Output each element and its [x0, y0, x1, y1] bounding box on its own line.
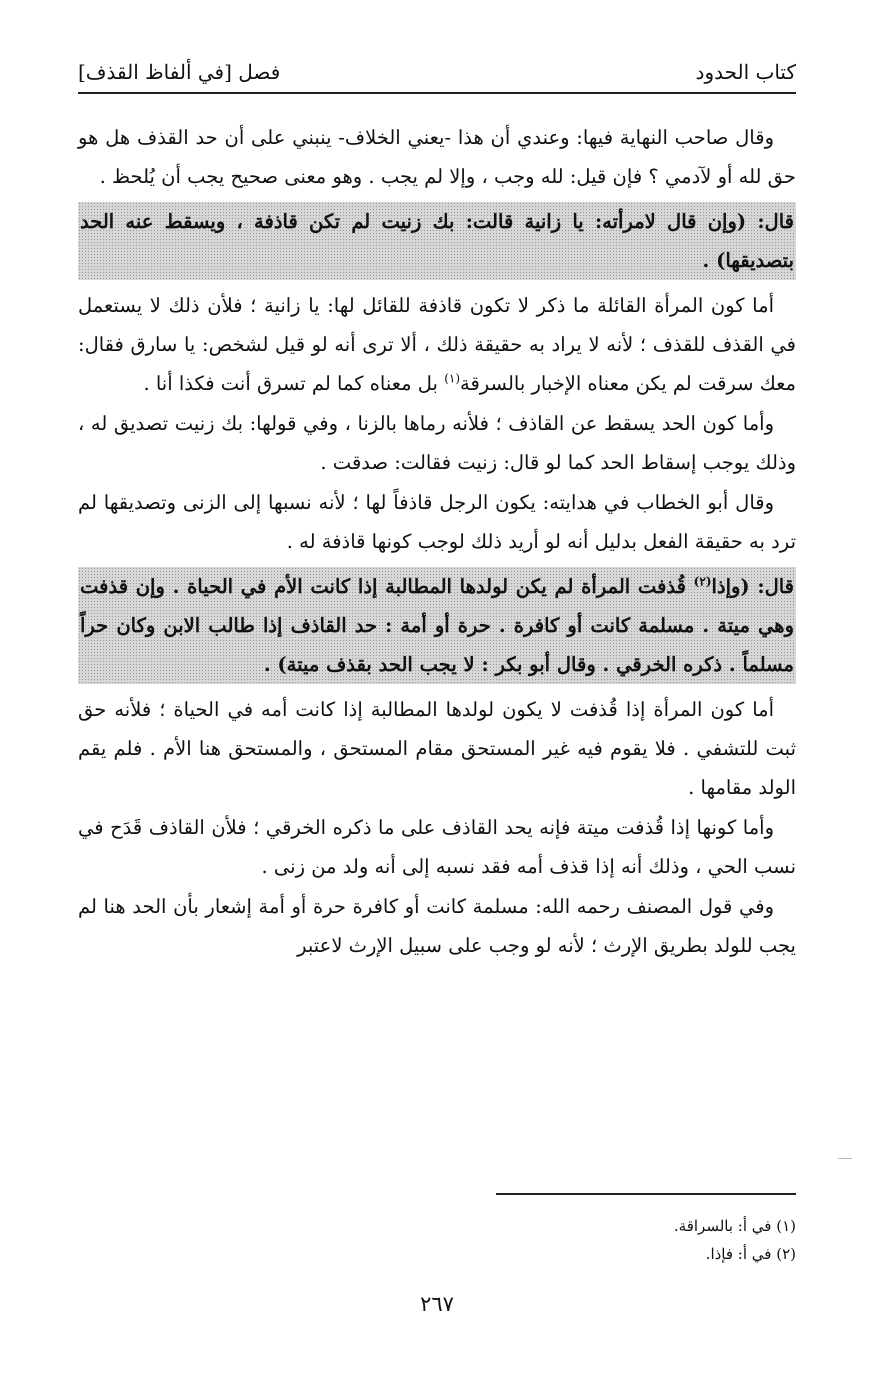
matn-text: قُذفت المرأة لم يكن لولدها المطالبة إذا كانت الأم في الحياة . وإن قذفت وهي ميتة . مسلمة كانت أو كافرة . حرة أو أمة : حد القاذف إذا طالب الابن وكان حراً مسلماً . ذكره الخرقي . وقال أبو بكر : لا يجب الحد بقذف ميتة) . [80, 575, 794, 676]
book-page [78, 0, 796, 1378]
paragraph: وفي قول المصنف رحمه الله: مسلمة كانت أو كافرة حرة أو أمة إشعار بأن الحد هنا لم يجب للولد بطريق الإرث ؛ لأنه لو وجب على سبيل الإرث لاعتبر [78, 895, 796, 957]
footnote-ref: (٢) [693, 574, 712, 589]
matn-passage [78, 567, 796, 684]
footnote-ref: (١) [444, 371, 461, 386]
footnote-divider [496, 1193, 796, 1195]
page-number: ٢٦٧ [420, 1292, 454, 1316]
margin-mark [838, 1158, 852, 1159]
body-text [78, 118, 796, 966]
book-title: كتاب الحدود [695, 60, 796, 84]
paragraph-text: أما كون المرأة القائلة ما ذكر لا تكون قاذفة للقائل لها: يا زانية ؛ فلأن ذلك لا يستعمل في القذف للقذف ؛ لأنه لا يراد به حقيقة ذلك ، ألا ترى أنه لو قيل لشخص: يا سارق فقال: معك سرقت لم يكن معناه الإخبار بالسرقة [78, 294, 796, 395]
paragraph: أما كون المرأة إذا قُذفت لا يكون لولدها المطالبة إذا كانت أمه في الحياة ؛ فلأنه حق ثبت للتشفي . فلا يقوم فيه غير المستحق مقام المستحق ، والمستحق هنا الأم . فلم يقم الولد مقامها . [78, 698, 796, 799]
matn-text: قال: (وإذا [711, 575, 794, 598]
running-header [78, 56, 796, 94]
paragraph: وأما كون الحد يسقط عن القاذف ؛ فلأنه رماها بالزنا ، وفي قولها: بك زنيت تصديق له ، وذلك يوجب إسقاط الحد كما لو قال: زنيت فقالت: صدقت . [78, 412, 796, 474]
matn-passage: قال: (وإن قال لامرأته: يا زانية قالت: بك زنيت لم تكن قاذفة ، ويسقط عنه الحد بتصديقها) . [78, 202, 796, 280]
section-title: فصل [في ألفاظ القذف] [78, 60, 281, 84]
footnotes [78, 1212, 796, 1268]
paragraph-text: بل معناه كما لم تسرق أنت فكذا أنا . [143, 372, 438, 395]
paragraph: وأما كونها إذا قُذفت ميتة فإنه يحد القاذف على ما ذكره الخرقي ؛ فلأن القاذف قَدَح في نسب الحي ، وذلك أنه إذا قذف أمه فقد نسبه إلى أنه ولد من زنى . [78, 816, 796, 878]
paragraph: وقال صاحب النهاية فيها: وعندي أن هذا -يعني الخلاف- ينبني على أن حد القذف هل هو حق لله أو لآدمي ؟ فإن قيل: لله وجب ، وإلا لم يجب . وهو معنى صحيح يجب أن يُلحظ . [78, 126, 796, 188]
footnote: (١) في أ: بالسراقة. [673, 1217, 796, 1235]
paragraph: وقال أبو الخطاب في هدايته: يكون الرجل قاذفاً لها ؛ لأنه نسبها إلى الزنى وتصديقها لم ترد به حقيقة الفعل بدليل أنه لو أريد ذلك لوجب كونها قاذفة له . [78, 491, 796, 553]
footnote: (٢) في أ: فإذا. [705, 1245, 796, 1263]
paragraph [78, 286, 796, 403]
